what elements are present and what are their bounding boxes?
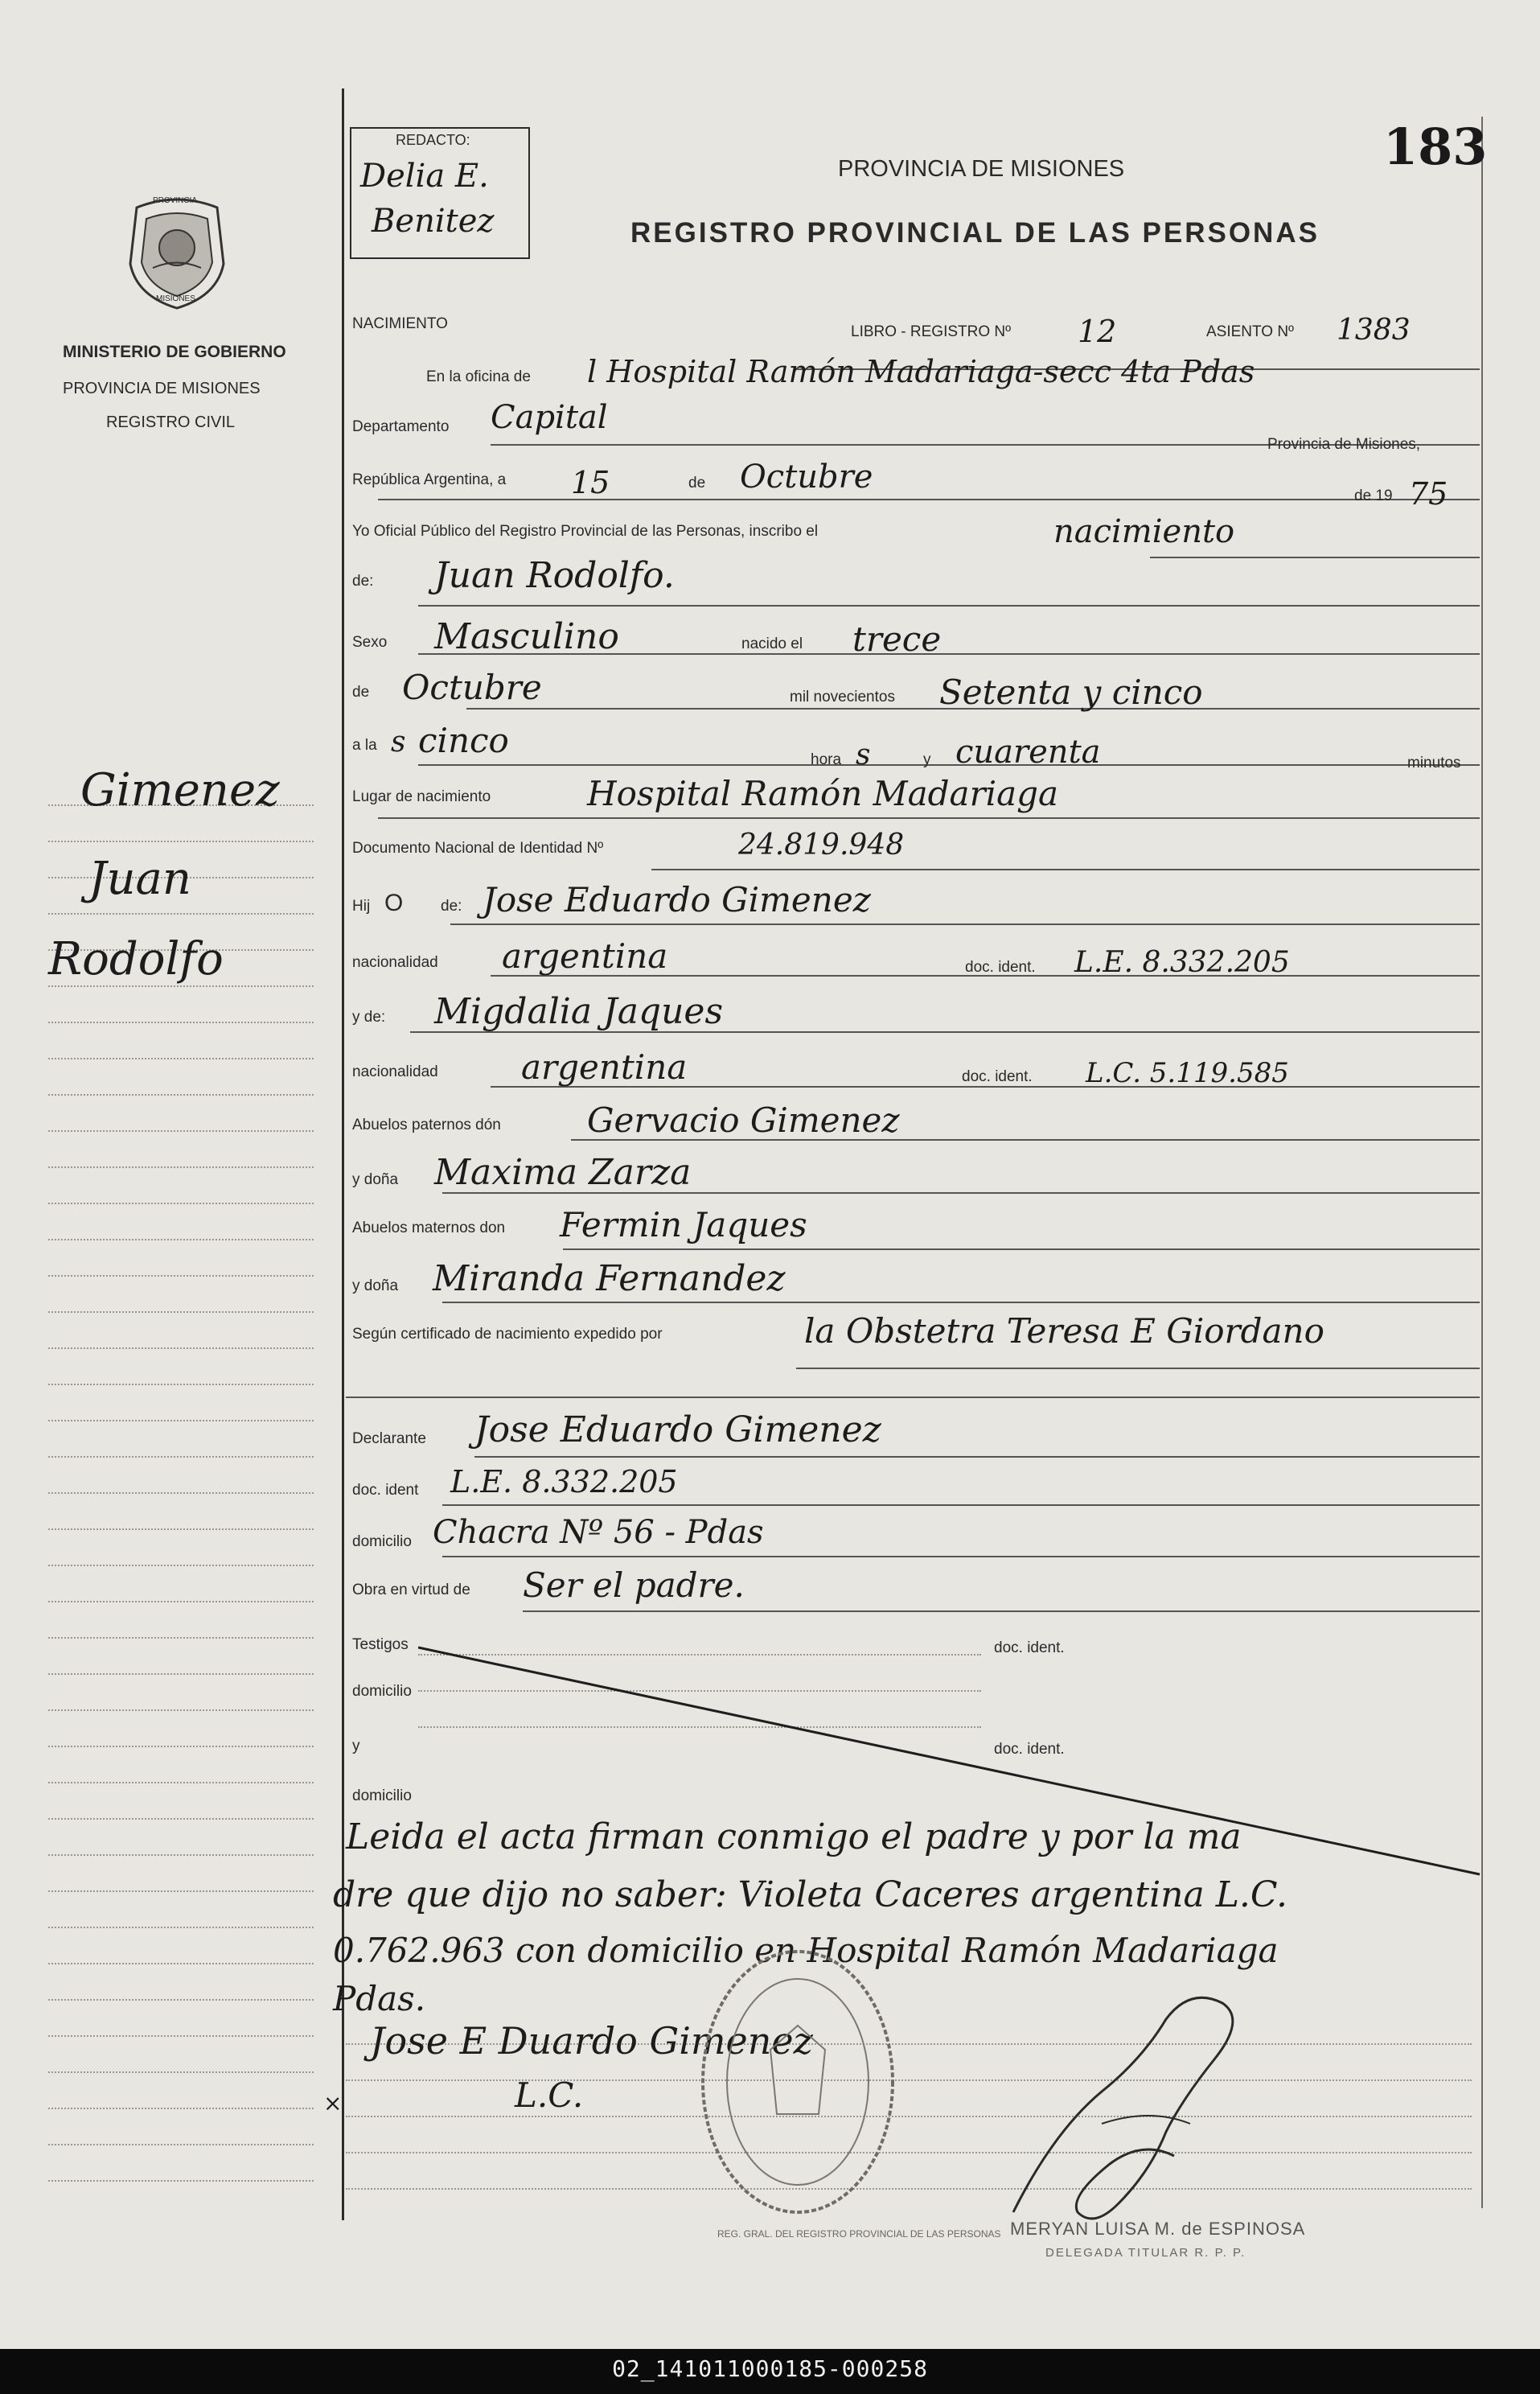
margin-x-mark: × (323, 2090, 343, 2116)
domicilio-label: domicilio (352, 1533, 412, 1550)
de19-label: de 19 (1354, 487, 1393, 504)
yde-label: y de: (352, 1009, 386, 1026)
observacion-line1: Leida el acta firman conmigo el padre y por la ma (346, 1816, 1242, 1857)
padre-signature: Jose E Duardo Gimenez (370, 2019, 813, 2063)
official-signature-icon (981, 1971, 1343, 2236)
lugar-label: Lugar de nacimiento (352, 788, 491, 805)
observacion-line2: dre que dijo no saber: Violeta Caceres argentina L.C. (333, 1874, 1287, 1915)
doc-padre-value: L.E. 8.332.205 (1074, 946, 1290, 979)
dia-value: 15 (571, 465, 610, 500)
nacionalidad-madre-label: nacionalidad (352, 1063, 438, 1080)
y-label: y (923, 751, 931, 768)
ministry-line1: MINISTERIO DE GOBIERNO (63, 343, 286, 361)
abuela-pat-value: Maxima Zarza (434, 1152, 692, 1193)
margin-dotted-lines (48, 804, 314, 2216)
minutos-value: cuarenta (955, 734, 1101, 771)
right-edge-rule (1481, 117, 1483, 2208)
anio-value: 75 (1409, 476, 1448, 512)
registry-title: REGISTRO PROVINCIAL DE LAS PERSONAS (630, 217, 1320, 249)
declarante-label: Declarante (352, 1430, 426, 1447)
asiento-label: ASIENTO Nº (1206, 323, 1294, 340)
abuela-mat-value: Miranda Fernandez (433, 1258, 786, 1299)
asiento-value: 1383 (1337, 314, 1411, 347)
sexo-label: Sexo (352, 634, 388, 651)
ydona-pat-label: y doña (352, 1171, 399, 1188)
docident-madre-label: doc. ident. (962, 1068, 1033, 1085)
obra-value: Ser el padre. (523, 1565, 745, 1605)
province-heading: PROVINCIA DE MISIONES (838, 156, 1125, 182)
registry-stamp-icon (698, 1945, 897, 2219)
domicilio-value: Chacra Nº 56 - Pdas (433, 1514, 764, 1551)
alas-suffix: s (391, 726, 406, 759)
mes-value: Octubre (740, 459, 873, 496)
de-label: de (688, 475, 706, 492)
nacionalidad-padre-label: nacionalidad (352, 954, 438, 971)
hijo-suffix: O (384, 890, 404, 916)
redacto-author-line1: Delia E. (360, 158, 489, 195)
redacto-author-line2: Benitez (372, 203, 495, 240)
provincia-suffix: Provincia de Misiones, (1267, 436, 1421, 453)
padre-initials: L.C. (515, 2075, 584, 2115)
nacido-label: nacido el (741, 636, 803, 652)
margin-second-name: Rodolfo (48, 933, 224, 985)
alas-label: a la (352, 737, 377, 754)
abuelos-pat-label: Abuelos paternos dón (352, 1117, 501, 1133)
nac-madre-value: argentina (521, 1047, 688, 1087)
nacido-value: trece (852, 619, 942, 659)
declarante-doc-value: L.E. 8.332.205 (450, 1464, 678, 1499)
mes2-value: Octubre (402, 668, 542, 707)
domicilio2-label: domicilio (352, 1683, 412, 1700)
departamento-label: Departamento (352, 418, 450, 435)
nac-padre-value: argentina (502, 936, 668, 976)
padre-value: Jose Eduardo Gimenez (483, 880, 871, 919)
oficial-label: Yo Oficial Público del Registro Provincial de las Personas, inscribo el (352, 523, 819, 540)
redacto-label: REDACTO: (396, 132, 470, 148)
oficina-value: l Hospital Ramón Madariaga-secc 4ta Pdas (587, 354, 1255, 389)
declarante-value: Jose Eduardo Gimenez (474, 1409, 881, 1450)
sexo-value: Masculino (434, 616, 619, 657)
ministry-line3: REGISTRO CIVIL (106, 413, 236, 431)
dni-value: 24.819.948 (738, 829, 905, 862)
de-nombre-label: de: (352, 573, 374, 590)
observacion-line4: Pdas. (333, 1979, 426, 2018)
lugar-value: Hospital Ramón Madariaga (587, 774, 1059, 813)
y2-label: y (352, 1738, 360, 1754)
doc-ident2-label: doc. ident. (994, 1639, 1065, 1656)
dni-label: Documento Nacional de Identidad Nº (352, 840, 604, 857)
testigos-label: Testigos (352, 1636, 409, 1653)
doc-ident3-label: doc. ident. (994, 1741, 1065, 1758)
page-number: 183 (1383, 117, 1488, 176)
hora-value: cinco (418, 721, 509, 760)
margin-surname: Gimenez (80, 764, 280, 817)
mil-label: mil novecientos (790, 689, 895, 705)
doc-madre-value: L.C. 5.119.585 (1086, 1057, 1289, 1089)
abuelo-pat-value: Gervacio Gimenez (587, 1100, 900, 1140)
oficina-label: En la oficina de (426, 368, 531, 385)
de2-label: de (352, 684, 370, 701)
republica-label: República Argentina, a (352, 471, 507, 488)
certificado-value: la Obstetra Teresa E Giordano (804, 1311, 1324, 1351)
official-title: DELEGADA TITULAR R. P. P. (1045, 2246, 1246, 2260)
doc-ident-declarante-label: doc. ident (352, 1482, 419, 1499)
horas-suffix: s (856, 738, 871, 771)
domicilio3-label: domicilio (352, 1787, 412, 1804)
stamp-text: REG. GRAL. DEL REGISTRO PROVINCIAL DE LAS PERSONAS (717, 2228, 1001, 2240)
nacimiento-label: NACIMIENTO (352, 315, 448, 332)
seal-text-top: PROVINCIA (153, 196, 198, 205)
horas-label: hora (811, 751, 842, 768)
de3-label: de: (441, 898, 462, 915)
docident-padre-label: doc. ident. (965, 959, 1036, 976)
mil-value: Setenta y cinco (939, 673, 1203, 712)
abuelo-mat-value: Fermin Jaques (560, 1205, 807, 1244)
scan-identifier: 02_141011000185-000258 (612, 2355, 928, 2382)
provincial-seal-icon (121, 191, 233, 311)
madre-value: Migdalia Jaques (434, 991, 724, 1032)
hijo-label: Hij (352, 898, 371, 915)
seal-text-bottom: MISIONES (156, 294, 195, 303)
minutos-label: minutos (1407, 755, 1461, 771)
libro-value: 12 (1078, 314, 1117, 349)
ministry-line2: PROVINCIA DE MISIONES (63, 380, 261, 397)
nombre-value: Juan Rodolfo. (434, 555, 675, 596)
certificado-label: Según certificado de nacimiento expedido por (352, 1326, 663, 1343)
official-name: MERYAN LUISA M. de ESPINOSA (1010, 2219, 1306, 2239)
oficial-value: nacimiento (1053, 513, 1235, 550)
ydona-mat-label: y doña (352, 1277, 399, 1294)
departamento-value: Capital (491, 399, 608, 436)
libro-label: LIBRO - REGISTRO Nº (851, 323, 1012, 340)
obra-label: Obra en virtud de (352, 1582, 470, 1598)
abuelos-mat-label: Abuelos maternos don (352, 1220, 506, 1236)
observacion-line3: 0.762.963 con domicilio en Hospital Ramón Madariaga (333, 1931, 1279, 1970)
margin-first-name: Juan (88, 853, 191, 905)
